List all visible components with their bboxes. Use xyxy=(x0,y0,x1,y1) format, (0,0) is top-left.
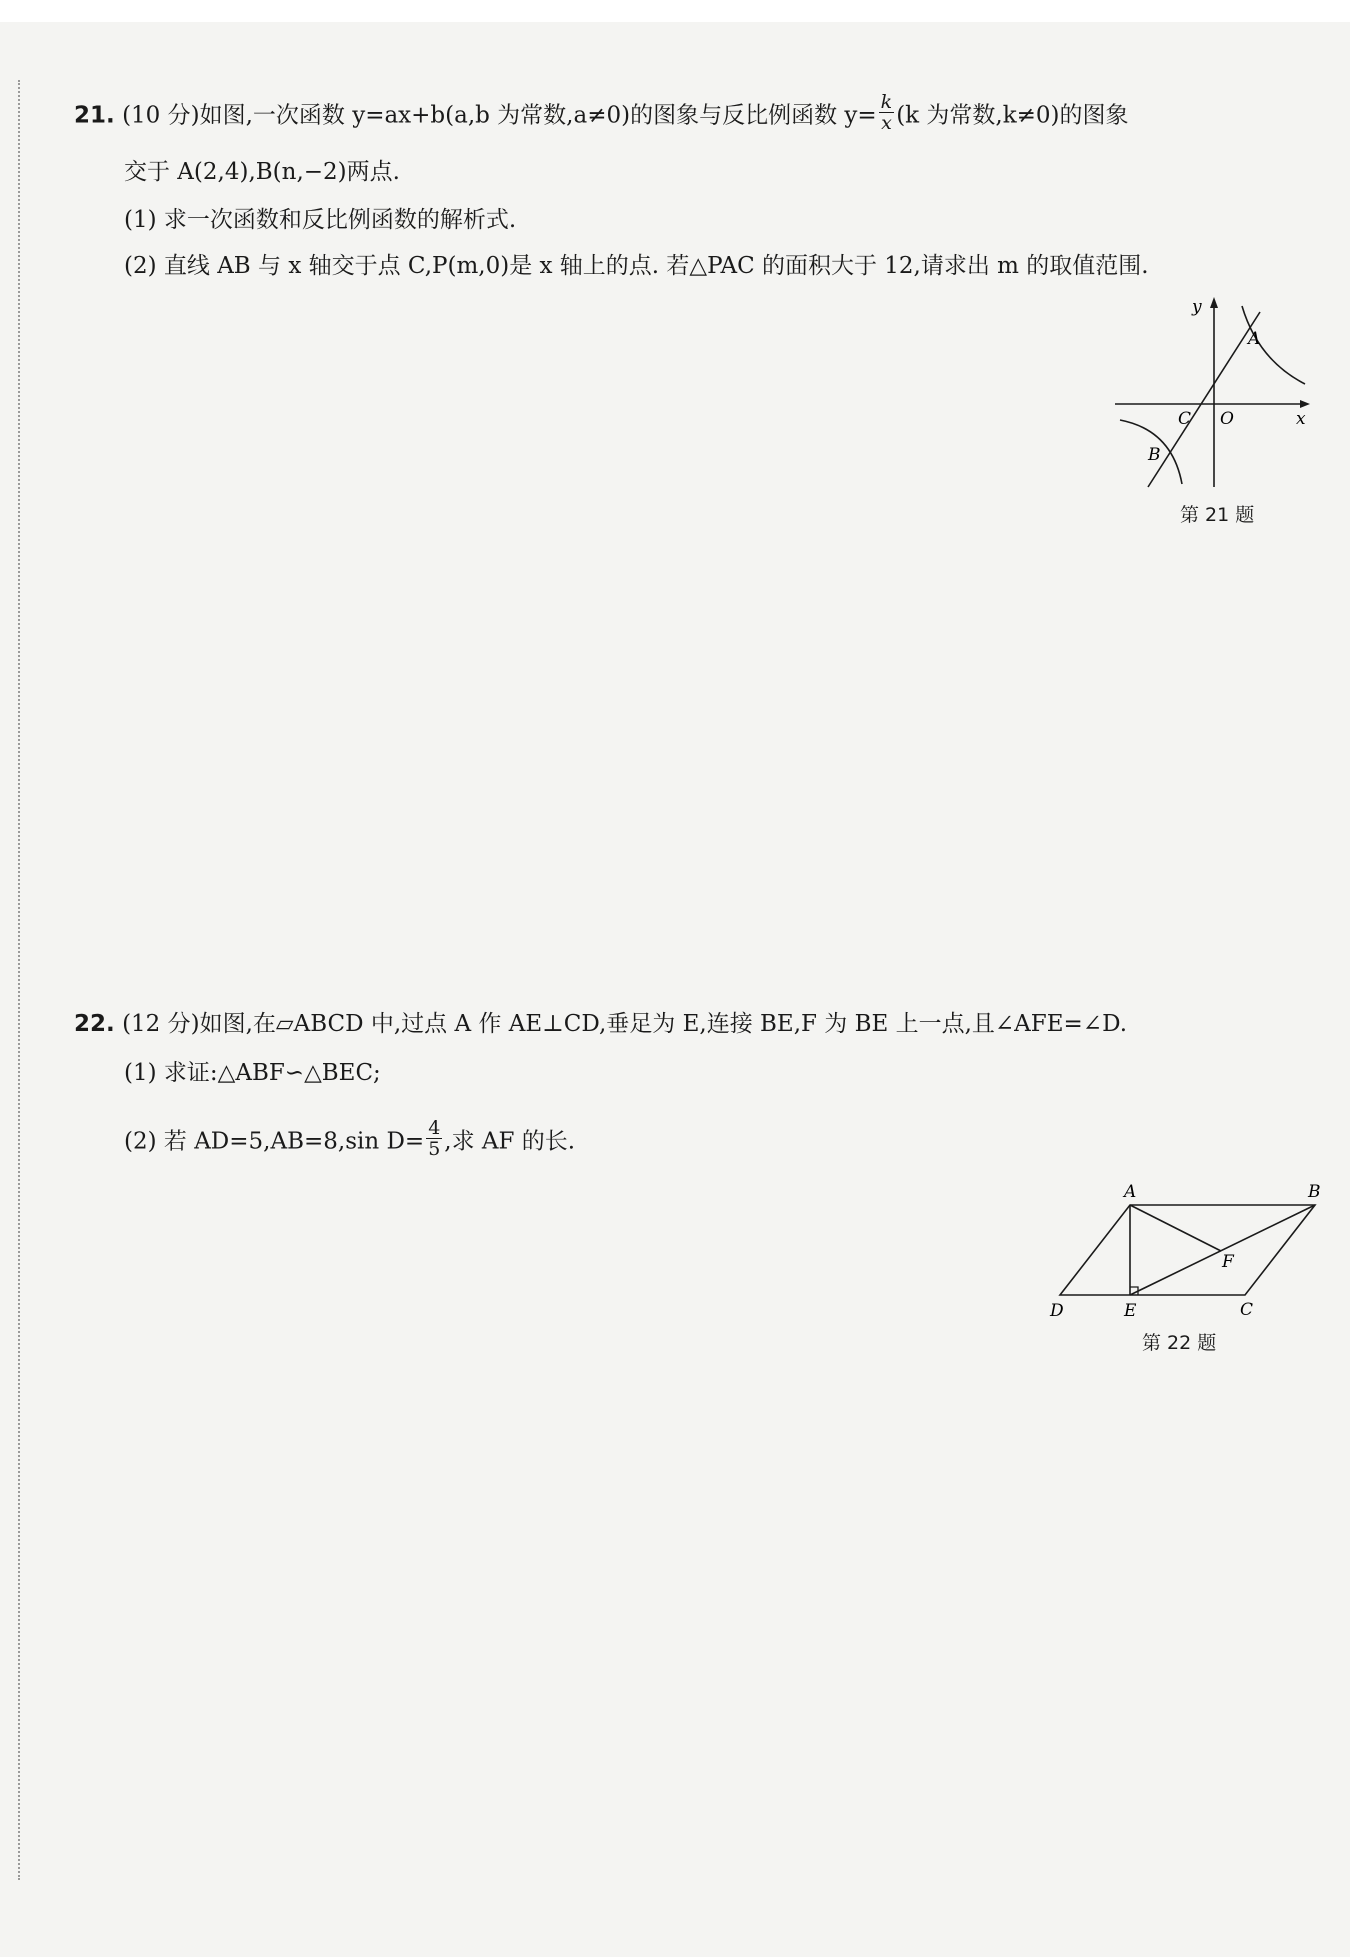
q21-figure-caption: 第 21 题 xyxy=(1180,504,1255,526)
q21-label-y: y xyxy=(1192,297,1202,317)
q21-fraction xyxy=(879,92,895,133)
q21-number: 21. xyxy=(74,102,115,129)
q22-frac-den: 5 xyxy=(428,1138,441,1160)
q22-frac-num: 4 xyxy=(428,1117,441,1139)
q21-part2: (2) 直线 AB 与 x 轴交于点 C,P(m,0)是 x 轴上的点. 若△PAC 的面积大于 12,请求出 m 的取值范围. xyxy=(124,253,1149,279)
q22-part2 xyxy=(124,1117,576,1163)
q21-y-arrow xyxy=(1210,297,1218,308)
q22-part1: (1) 求证:△ABF∽△BEC; xyxy=(124,1060,381,1086)
q21-text-a: (10 分)如图,一次函数 y=ax+b(a,b 为常数,a≠0)的图象与反比例函数 y= xyxy=(122,102,877,129)
q21-line-ab xyxy=(1148,312,1260,487)
q21-label-x: x xyxy=(1296,409,1306,429)
q22-label-C: C xyxy=(1240,1300,1254,1320)
q22-part2-text-a: (2) 若 AD=5,AB=8,sin D= xyxy=(124,1128,425,1155)
q21-line2: 交于 A(2,4),B(n,−2)两点. xyxy=(124,159,400,185)
q22-label-D: D xyxy=(1050,1301,1064,1321)
q22-label-E: E xyxy=(1124,1301,1137,1321)
q22-label-B: B xyxy=(1308,1182,1321,1202)
q21-label-A: A xyxy=(1248,329,1261,349)
q22-figure xyxy=(1040,1175,1340,1325)
q22-fraction xyxy=(426,1118,442,1159)
q21-x-arrow xyxy=(1300,400,1310,408)
q21-frac-num: k xyxy=(880,91,893,113)
q21-part1: (1) 求一次函数和反比例函数的解析式. xyxy=(124,207,517,233)
q21-line1 xyxy=(74,91,1129,137)
q22-number: 22. xyxy=(74,1011,115,1037)
q22-line1 xyxy=(74,1009,1127,1039)
q21-figure xyxy=(1110,292,1320,492)
page-top-band xyxy=(0,0,1350,22)
q22-text: (12 分)如图,在▱ABCD 中,过点 A 作 AE⊥CD,垂足为 E,连接 BE,F 为 BE 上一点,且∠AFE=∠D. xyxy=(122,1011,1128,1037)
q22-segment-af xyxy=(1130,1205,1221,1251)
q22-label-F: F xyxy=(1222,1252,1234,1272)
q21-label-O: O xyxy=(1220,409,1234,429)
q21-frac-den: x xyxy=(881,112,892,134)
q21-label-B: B xyxy=(1148,445,1161,465)
q22-part2-text-b: ,求 AF 的长. xyxy=(444,1128,576,1155)
q22-figure-caption: 第 22 题 xyxy=(1142,1332,1217,1354)
binding-margin-line xyxy=(18,80,20,1880)
q21-label-C: C xyxy=(1178,409,1192,429)
q22-parallelogram xyxy=(1060,1205,1315,1295)
q21-text-b: (k 为常数,k≠0)的图象 xyxy=(896,102,1129,129)
q22-label-A: A xyxy=(1124,1182,1137,1202)
